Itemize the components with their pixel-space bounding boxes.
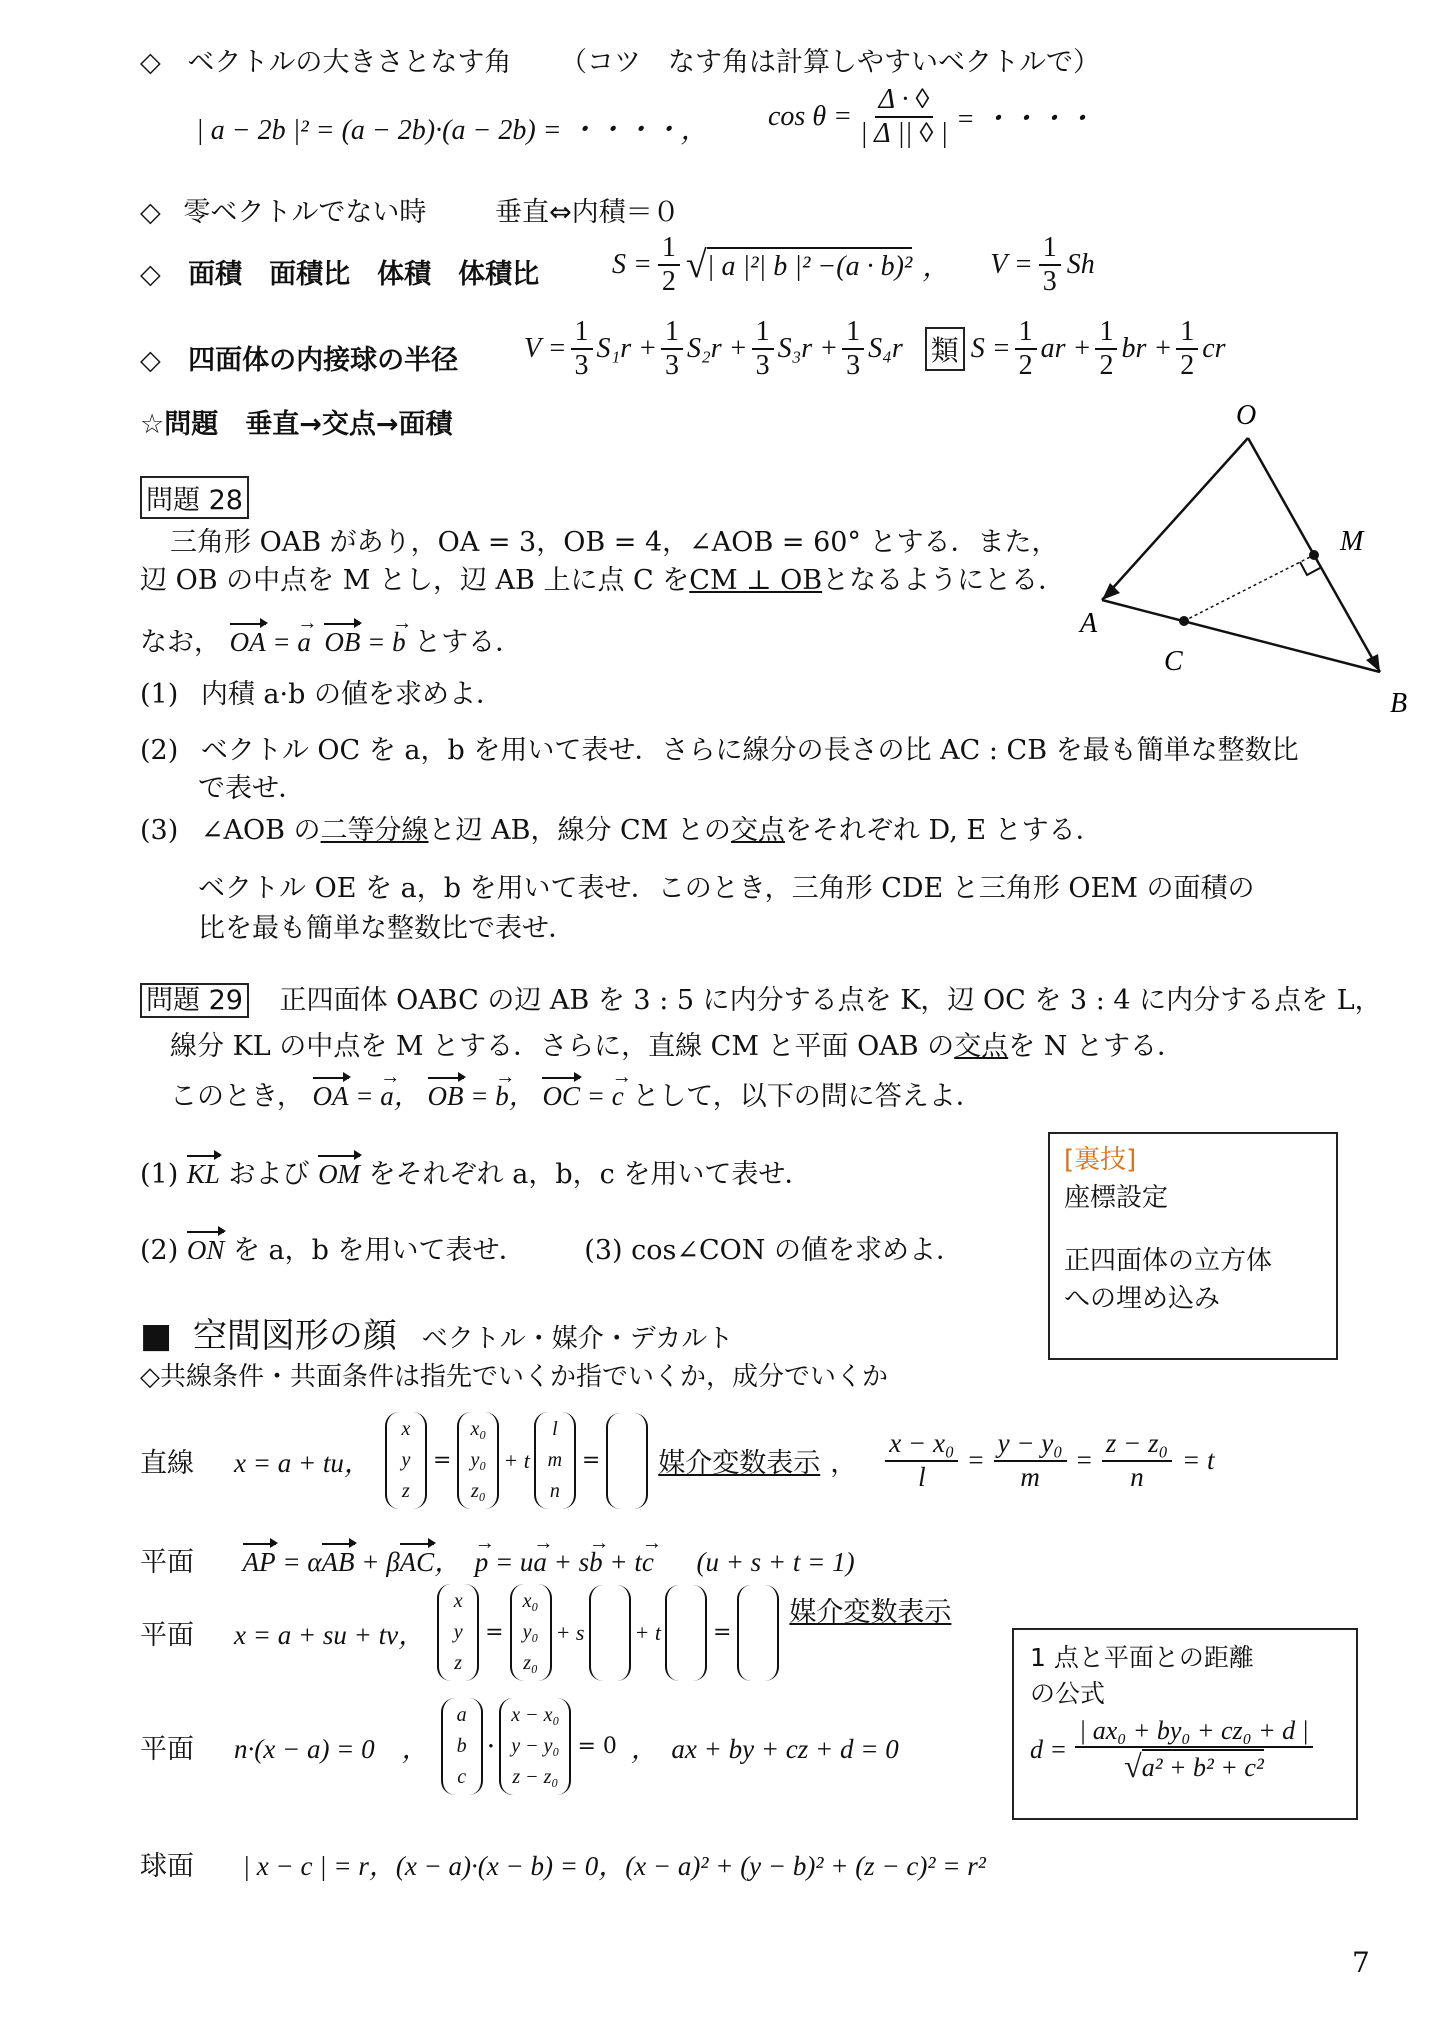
line-row: [140, 1412, 1215, 1509]
cart-frac: [1102, 1428, 1172, 1492]
comma: ，: [922, 252, 951, 284]
frac-den: 2: [1180, 350, 1195, 382]
half-fraction: [658, 232, 680, 298]
third-den: 3: [1042, 266, 1057, 298]
p29-line1: [140, 978, 1382, 1017]
inscribed-term: S₁r +: [596, 333, 658, 365]
triangle-lhs: S =: [970, 333, 1011, 365]
plane-row-3: 平面 n·(x − a) = 0 ， a b c · x − x₀ y − y₀ z − z₀ = 0 ， ax + by + cz + d = 0: [140, 1698, 899, 1795]
section-inscribed: [140, 338, 458, 377]
half-fraction: [1015, 316, 1037, 382]
p28-line2: [140, 558, 1065, 597]
p28-q2-cont: で表せ．: [198, 773, 306, 804]
param-label: 媒介変数表示: [789, 1597, 952, 1628]
page-number: 7: [1352, 1946, 1370, 1979]
label-C: C: [1164, 646, 1183, 677]
frac-num: 1: [842, 316, 864, 350]
inscribed-formula: [524, 316, 1226, 382]
p28-line3: なお， OA = → a OB = → b とする．: [140, 620, 522, 659]
triangle-term: cr: [1202, 333, 1226, 365]
plus-t: + t: [634, 1619, 661, 1645]
equals-zero: = 0: [577, 1734, 617, 1759]
problem-28-tag: 問題 28: [140, 476, 249, 519]
cos-numerator: Δ · ◊: [875, 84, 934, 118]
matrix-empty: [589, 1585, 631, 1681]
trick-title: [裏技]: [1064, 1145, 1137, 1175]
plus-t: + t: [503, 1447, 530, 1473]
third-fraction: [842, 316, 864, 382]
distance-num: | ax₀ + by₀ + cz₀ + d |: [1075, 1716, 1313, 1748]
section-area: [140, 252, 539, 291]
section-label: 零ベクトルでない時: [183, 197, 427, 228]
p28-line1: 三角形 OAB があり，OA = 3，OB = 4，∠AOB = 60° とする．また，: [170, 527, 1059, 558]
p28-q1: [140, 672, 503, 711]
bisector-text: 二等分線: [320, 815, 429, 846]
m-y: y: [401, 1449, 411, 1471]
frac-num: 1: [1176, 316, 1198, 350]
m-y: y: [453, 1621, 463, 1643]
third-fraction: [1039, 232, 1061, 298]
bullet: ◇: [140, 259, 161, 290]
sqrt-sign: √: [685, 244, 707, 287]
triangle-figure: [1060, 400, 1420, 720]
question-text: ∠AOB の: [200, 815, 321, 846]
m-x: x: [401, 1418, 411, 1440]
trick-line: への埋め込み: [1064, 1284, 1221, 1315]
distance-formula: [1030, 1716, 1340, 1785]
distance-line: 1 点と平面との距離: [1030, 1643, 1254, 1672]
intersection-text: 交点: [954, 1031, 1009, 1062]
cart-num: z − z₀: [1102, 1428, 1172, 1461]
inscribed-term: S₄r: [868, 333, 903, 365]
label-B: B: [1390, 688, 1408, 719]
plane-normal-eq: n·(x − a) = 0 ，: [234, 1734, 429, 1764]
row-label: 平面: [140, 1620, 194, 1651]
matrix-diff: [499, 1698, 571, 1795]
half-num: 1: [658, 232, 680, 266]
bullet: ◇: [140, 197, 161, 228]
comma: ，: [830, 1448, 858, 1479]
section-zero-vector: [140, 190, 680, 229]
plane-condition: (u + s + t = 1): [696, 1547, 855, 1577]
trick-line: 座標設定: [1064, 1182, 1169, 1213]
matrix-lmn: [534, 1412, 576, 1509]
distance-box: [1012, 1628, 1358, 1820]
problem-29-tag: 問題 29: [140, 983, 249, 1018]
matrix-xyz: [437, 1584, 479, 1681]
equals: =: [581, 1448, 601, 1473]
space-note: ◇共線条件・共面条件は指先でいくか指でいくか，成分でいくか: [140, 1362, 888, 1392]
plane-equation: x = a + su + tv，: [234, 1620, 426, 1650]
m-zz0: z − z₀: [512, 1766, 559, 1788]
row-label: 平面: [140, 1547, 194, 1578]
question-text: ベクトル OC を a，b を用いて表せ．さらに線分の長さの比 AC : CB を最も簡単な整数比: [200, 735, 1299, 766]
question-text: (3) cos∠CON の値を求めよ．: [584, 1235, 963, 1266]
heading-sub: ベクトル・媒介・デカルト: [421, 1324, 734, 1354]
half-fraction: [1095, 316, 1117, 382]
third-fraction: [571, 316, 593, 382]
p28-line3a: なお，: [140, 627, 221, 658]
plane-row-2: [140, 1584, 951, 1681]
frac-num: 1: [571, 316, 593, 350]
row-label: 直線: [140, 1448, 194, 1479]
cart-frac: [994, 1428, 1067, 1492]
cos-formula: [768, 84, 1094, 150]
plus-s: + s: [555, 1619, 585, 1645]
p28-perpendicular: CM ⊥ OB: [689, 565, 823, 596]
p29-q2: (2) ON を a，b を用いて表せ． (3) cos∠CON の値を求めよ．: [140, 1235, 963, 1266]
space-heading: [140, 1308, 733, 1357]
cart-frac: [885, 1428, 958, 1492]
question-text: 内積 a·b の値を求めよ．: [200, 679, 503, 710]
distance-den-wrap: √ a² + b² + c²: [1124, 1747, 1264, 1784]
triangle-term: ar +: [1040, 333, 1092, 365]
matrix-xyz: [385, 1412, 427, 1509]
m-n: n: [549, 1480, 560, 1502]
p29-text: を N とする．: [1008, 1031, 1184, 1062]
triangle-term: br +: [1121, 333, 1173, 365]
m-x0: x₀: [522, 1590, 539, 1612]
sphere-row: [140, 1844, 986, 1883]
frac-den: 2: [1099, 350, 1114, 382]
p28-q3-line2: ベクトル OE を a，b を用いて表せ．このとき，三角形 CDE と三角形 OEM の面積の: [198, 873, 1255, 904]
row-label: 平面: [140, 1734, 194, 1765]
heading-mark: ■: [140, 1316, 173, 1356]
intersection-text: 交点: [730, 815, 785, 846]
plane-cartesian: ， ax + by + cz + d = 0: [630, 1734, 899, 1764]
plane-row-1: 平面 AP = αAB + βAC， → p = u→ a + s→ b + t→ c (u + s + t = 1): [140, 1540, 855, 1579]
area-root: | a |²| b |² −(a · b)²: [707, 247, 913, 283]
p28-q3-line3: 比を最も簡単な整数比で表せ．: [198, 913, 576, 944]
distance-line: の公式: [1030, 1679, 1106, 1708]
sphere-equation: | x − c | = r，(x − a)·(x − b) = 0，(x − a)² + (y − b)² + (z − c)² = r²: [242, 1851, 986, 1881]
third-num: 1: [1039, 232, 1061, 266]
tip-text: （コツ なす角は計算しやすいベクトルで）: [559, 47, 1100, 78]
volume-rhs: Sh: [1066, 249, 1095, 281]
line-cartesian: $\frac{\text{x − x₀}}{l}$ = $\frac{\text{y − y₀}}{m}$ = $\frac{\text{z − z₀}}{n}$ = t: [885, 1428, 1214, 1492]
area-lhs: S =: [612, 249, 652, 281]
section-vector-angle: [140, 40, 1100, 79]
p29-text: このとき，: [170, 1081, 304, 1112]
distance-lhs: d =: [1030, 1735, 1068, 1765]
segment-CM: [1184, 555, 1314, 621]
cart-t: = t: [1182, 1445, 1215, 1475]
point-M: [1309, 550, 1319, 560]
question-text: と辺 AB，線分 CM との: [428, 815, 731, 846]
m-z0: z₀: [471, 1480, 486, 1502]
equals: =: [432, 1448, 452, 1473]
magnitude-formula: | a − 2b |² = (a − 2b)·(a − 2b) = ・・・・，: [196, 115, 709, 146]
perpendicular-rule: 垂直⇔内積＝０: [494, 197, 680, 228]
frac-num: 1: [661, 316, 683, 350]
section-label: 四面体の内接球の半径: [188, 345, 459, 376]
p29-text: 線分 KL の中点を M とする．さらに，直線 CM と平面 OAB の: [170, 1031, 955, 1062]
half-den: 2: [661, 266, 676, 298]
question-text: および: [228, 1159, 310, 1190]
edge-AB: [1102, 600, 1380, 672]
question-number: (3): [140, 815, 179, 846]
bullet: ◇: [140, 47, 161, 78]
matrix-empty: [665, 1585, 707, 1681]
p28-q2: [140, 728, 1299, 767]
half-fraction: [1176, 316, 1198, 382]
frac-den: 3: [846, 350, 861, 382]
matrix-abc: [441, 1698, 483, 1795]
section-label: ベクトルの大きさとなす角: [187, 47, 512, 78]
matrix-empty: [737, 1585, 779, 1681]
p28-line2a: 辺 OB の中点を M とし，辺 AB 上に点 C を: [140, 565, 690, 596]
frac-den: 3: [755, 350, 770, 382]
m-y0: y₀: [522, 1621, 539, 1643]
m-xx0: x − x₀: [511, 1704, 560, 1726]
heading-text: 空間図形の顔: [192, 1316, 397, 1356]
section-label: 面積 面積比 体積 体積比: [188, 259, 540, 290]
question-text: をそれぞれ a，b，c を用いて表せ．: [368, 1159, 812, 1190]
row-label: 球面: [140, 1851, 194, 1882]
right-angle-mark: [1300, 562, 1320, 575]
p29-text: として，以下の問に答えよ．: [632, 1081, 983, 1112]
trick-line: 正四面体の立方体: [1064, 1246, 1273, 1277]
equals: =: [712, 1620, 732, 1645]
bullet: ◇: [140, 345, 161, 376]
m-m: m: [547, 1449, 563, 1471]
question-text: を a，b を用いて表せ．: [232, 1235, 526, 1266]
question-number: (1): [140, 679, 179, 710]
m-c: c: [457, 1766, 467, 1788]
frac-den: 3: [665, 350, 680, 382]
frac-den: 2: [1018, 350, 1033, 382]
arrow-head-A: [1102, 583, 1120, 600]
m-a: a: [456, 1704, 467, 1726]
m-b: b: [456, 1735, 467, 1757]
star-problem-heading: ☆問題 垂直→交点→面積: [140, 409, 453, 440]
m-l: l: [552, 1418, 558, 1440]
frac-num: 1: [752, 316, 774, 350]
cart-num: y − y₀: [994, 1428, 1067, 1461]
m-yy0: y − y₀: [511, 1735, 560, 1757]
cos-rhs: = ・・・・: [956, 104, 1094, 136]
param-label: 媒介変数表示: [658, 1448, 821, 1479]
m-z: z: [454, 1652, 463, 1674]
matrix-x0: [457, 1412, 499, 1509]
question-number: (2): [140, 1235, 179, 1266]
p29-line3: このとき， OA = → a， OB = → b， OC = → c として，以下の問に答えよ．: [170, 1074, 983, 1113]
m-y0: y₀: [470, 1449, 487, 1471]
area-formula: [612, 232, 1095, 298]
p28-line3b: とする．: [414, 627, 523, 658]
third-fraction: [752, 316, 774, 382]
cos-denominator: | Δ || ◊ |: [859, 118, 949, 150]
third-fraction: [661, 316, 683, 382]
frac-num: 1: [1095, 316, 1117, 350]
label-M: M: [1340, 526, 1364, 557]
question-number: (2): [140, 735, 179, 766]
p29-q1: (1) KL および OM をそれぞれ a，b，c を用いて表せ．: [140, 1159, 812, 1190]
point-C: [1179, 616, 1189, 626]
cos-fraction: [860, 84, 948, 150]
cart-den: l: [918, 1461, 926, 1492]
volume-lhs: V =: [990, 249, 1033, 281]
m-x0: x₀: [470, 1418, 487, 1440]
similar-tag: 類: [925, 327, 965, 371]
frac-den: 3: [574, 350, 589, 382]
equals: =: [485, 1620, 504, 1645]
distance-frac: [1075, 1716, 1313, 1785]
edge-OA: [1102, 438, 1248, 600]
m-z0: z₀: [523, 1652, 538, 1674]
p29-text: 正四面体 OABC の辺 AB を 3 : 5 に内分する点を K，辺 OC を 3 : 4 に内分する点を L，: [279, 985, 1382, 1016]
m-z: z: [402, 1480, 410, 1502]
question-text: をそれぞれ D, E とする．: [784, 815, 1103, 846]
label-O: O: [1236, 400, 1257, 431]
inscribed-term: S₂r +: [687, 333, 748, 365]
matrix-x0: [510, 1584, 552, 1681]
cart-num: x − x₀: [885, 1428, 958, 1461]
matrix-empty: [606, 1413, 648, 1509]
line-equation: x = a + tu，: [234, 1448, 371, 1478]
cart-den: n: [1130, 1461, 1144, 1492]
cart-den: m: [1020, 1461, 1040, 1492]
inscribed-lhs: V =: [524, 333, 567, 365]
cos-lhs: cos θ =: [768, 101, 852, 133]
label-A: A: [1080, 608, 1098, 639]
frac-num: 1: [1015, 316, 1037, 350]
inscribed-term: S₃r +: [777, 333, 839, 365]
p29-line2: [170, 1024, 1184, 1063]
trick-box: [1048, 1132, 1338, 1360]
distance-den: a² + b² + c²: [1142, 1749, 1264, 1783]
question-number: (1): [140, 1159, 179, 1190]
m-x: x: [453, 1590, 463, 1612]
p28-line2b: となるようにとる．: [822, 565, 1066, 596]
p28-q3: [140, 808, 1103, 847]
